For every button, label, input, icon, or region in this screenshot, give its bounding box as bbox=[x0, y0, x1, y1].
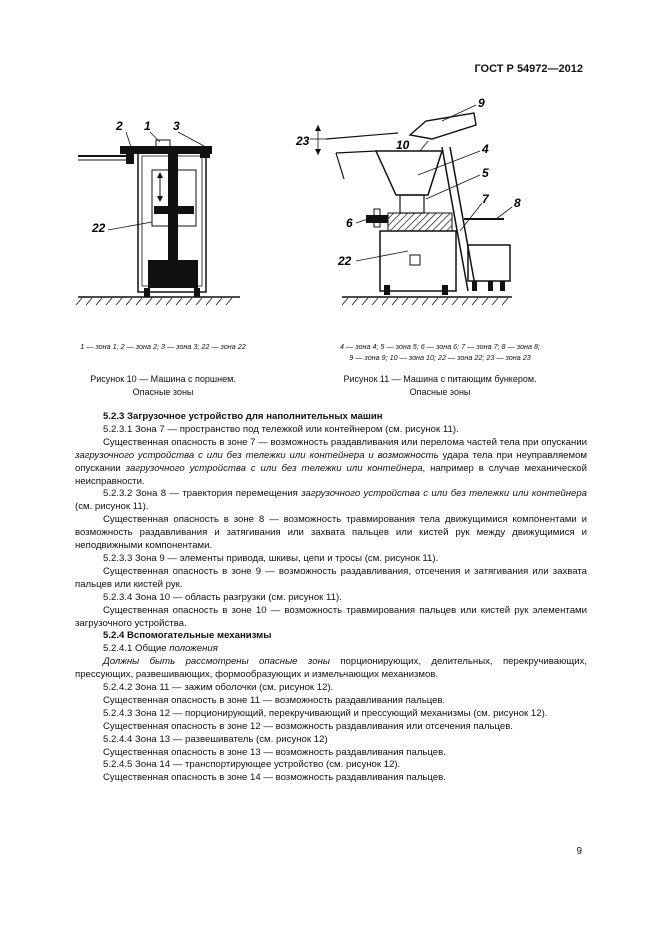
section-5-2-3-2-hazard: Существенная опасность в зоне 8 — возможность травмирования тела движущимися компонентами и возможность раздавливания и затягивания или захвата пальцев или кистей рук между движущимися и неподвижными компонентами. bbox=[75, 514, 587, 552]
section-5-2-3-3-hazard: Существенная опасность в зоне 9 — возможность раздавливания, отсечения и затягивания или захвата пальцев или кистей рук. bbox=[75, 565, 587, 590]
figure-11-title bbox=[300, 373, 580, 399]
section-5-2-4-5-hazard: Существенная опасность в зоне 14 — возможность раздавливания пальцев. bbox=[103, 772, 446, 784]
figure-11-label-5: 5 bbox=[482, 166, 489, 180]
section-5-2-4-1 bbox=[75, 643, 587, 656]
figure-10-title bbox=[58, 373, 268, 399]
figure-10-title-line2: Опасные зоны bbox=[132, 387, 194, 397]
s5241-i: положения bbox=[169, 643, 218, 655]
section-5-2-4-3-hazard: Существенная опасность в зоне 12 — возможность раздавливания или отсечения пальцев. bbox=[103, 720, 513, 732]
figure-10-drawing bbox=[72, 112, 247, 312]
figure-11-legend-line2: 9 — зона 9; 10 — зона 10; 22 — зона 22; 23 — зона 23 bbox=[349, 353, 531, 362]
figure-11-label-10: 10 bbox=[396, 138, 410, 152]
figure-11-label-23: 23 bbox=[296, 134, 310, 148]
figure-11-legend-line1: 4 — зона 4; 5 — зона 5; 6 — зона 6; 7 — зона 7; 8 — зона 8; bbox=[340, 342, 540, 351]
figure-11-label-4: 4 bbox=[482, 142, 489, 156]
section-5-2-4-1-text bbox=[75, 656, 587, 682]
section-5-2-3-4-hazard: Существенная опасность в зоне 10 — возможность травмирования пальцев или кистей рук элементами загрузочного устройства. bbox=[75, 604, 587, 629]
section-5-2-4-4-hazard: Существенная опасность в зоне 13 — возможность раздавливания пальцев. bbox=[103, 746, 446, 758]
section-5-2-3-2 bbox=[75, 488, 587, 514]
figure-11-title-line1: Рисунок 11 — Машина с питающим бункером. bbox=[343, 374, 537, 384]
figure-11-label-6: 6 bbox=[346, 216, 353, 230]
figure-11-label-9: 9 bbox=[478, 96, 485, 110]
section-5-2-3-1: 5.2.3.1 Зона 7 — пространство под тележкой или контейнером (см. рисунок 11). bbox=[103, 423, 459, 435]
s5232-i: загрузочного устройства с или без тележки или контейнера bbox=[301, 488, 587, 500]
section-5-2-4-3: 5.2.4.3 Зона 12 — порционирующий, перекручивающий и прессующий механизмы (см. рисунок 12). bbox=[103, 707, 548, 719]
figure-10-legend: 1 — зона 1; 2 — зона 2; 3 — зона 3; 22 — зона 22 bbox=[80, 342, 246, 351]
s5232-b: (см. рисунок 11). bbox=[75, 501, 149, 513]
figure-10-label-3: 3 bbox=[173, 119, 180, 133]
section-5-2-3-heading: 5.2.3 Загрузочное устройство для наполнительных машин bbox=[103, 411, 383, 422]
section-5-2-4-5: 5.2.4.5 Зона 14 — транспортирующее устройство (см. рисунок 12). bbox=[103, 759, 401, 771]
section-5-2-4-heading: 5.2.4 Вспомогательные механизмы bbox=[103, 630, 272, 642]
section-5-2-4-2-hazard: Существенная опасность в зоне 11 — возможность раздавливания пальцев. bbox=[103, 694, 446, 706]
s5231-a: Существенная опасность в зоне 7 — возможность раздавливания или перелома частей тела при опускании bbox=[103, 436, 587, 448]
s5241-a: 5.2.4.1 Общие bbox=[103, 643, 170, 655]
figure-11-drawing bbox=[292, 95, 542, 315]
figure-10-label-1: 1 bbox=[144, 119, 151, 133]
s5231-b: удара тела при неуправляемом опускании bbox=[75, 449, 588, 474]
s5232-a: 5.2.3.2 Зона 8 — траектория перемещения bbox=[103, 488, 302, 500]
page-number: 9 bbox=[576, 846, 582, 857]
figure-11-title-line2: Опасные зоны bbox=[409, 387, 471, 397]
s5231-c: , например в случае механической неисправности. bbox=[75, 462, 588, 487]
section-5-2-3-1-hazard bbox=[75, 437, 587, 489]
figure-11-label-8: 8 bbox=[514, 196, 521, 210]
figure-10-title-line1: Рисунок 10 — Машина с поршнем. bbox=[90, 374, 236, 384]
figure-11-label-22: 22 bbox=[338, 254, 352, 268]
body-text bbox=[75, 411, 587, 785]
s5241-text-i: Должны быть рассмотрены опасные зоны bbox=[103, 656, 330, 668]
s5241-text-b: порционирующих, делительных, перекручивающих, прессующих, развешивающих, формообразующих и измельчающих механизмов. bbox=[75, 656, 587, 681]
figure-10-label-22: 22 bbox=[92, 221, 106, 235]
section-5-2-3-4: 5.2.3.4 Зона 10 — область разгрузки (см. рисунок 11). bbox=[103, 591, 342, 603]
s5231-i1: загрузочного устройства с или без тележки или контейнера и возможность bbox=[75, 449, 439, 461]
figure-11-label-7: 7 bbox=[482, 192, 489, 206]
page-header-standard: ГОСТ Р 54972—2012 bbox=[474, 63, 583, 75]
figure-10-label-2: 2 bbox=[116, 119, 123, 133]
s5231-i2: загрузочного устройства с или без тележки или контейнера bbox=[125, 462, 423, 474]
section-5-2-4-4: 5.2.4.4 Зона 13 — развешиватель (см. рисунок 12) bbox=[103, 733, 328, 745]
figure-11-legend bbox=[300, 341, 580, 363]
section-5-2-4-2: 5.2.4.2 Зона 11 — зажим оболочки (см. рисунок 12). bbox=[103, 682, 334, 694]
section-5-2-3-3: 5.2.3.3 Зона 9 — элементы привода, шкивы, цепи и тросы (см. рисунок 11). bbox=[103, 552, 439, 564]
